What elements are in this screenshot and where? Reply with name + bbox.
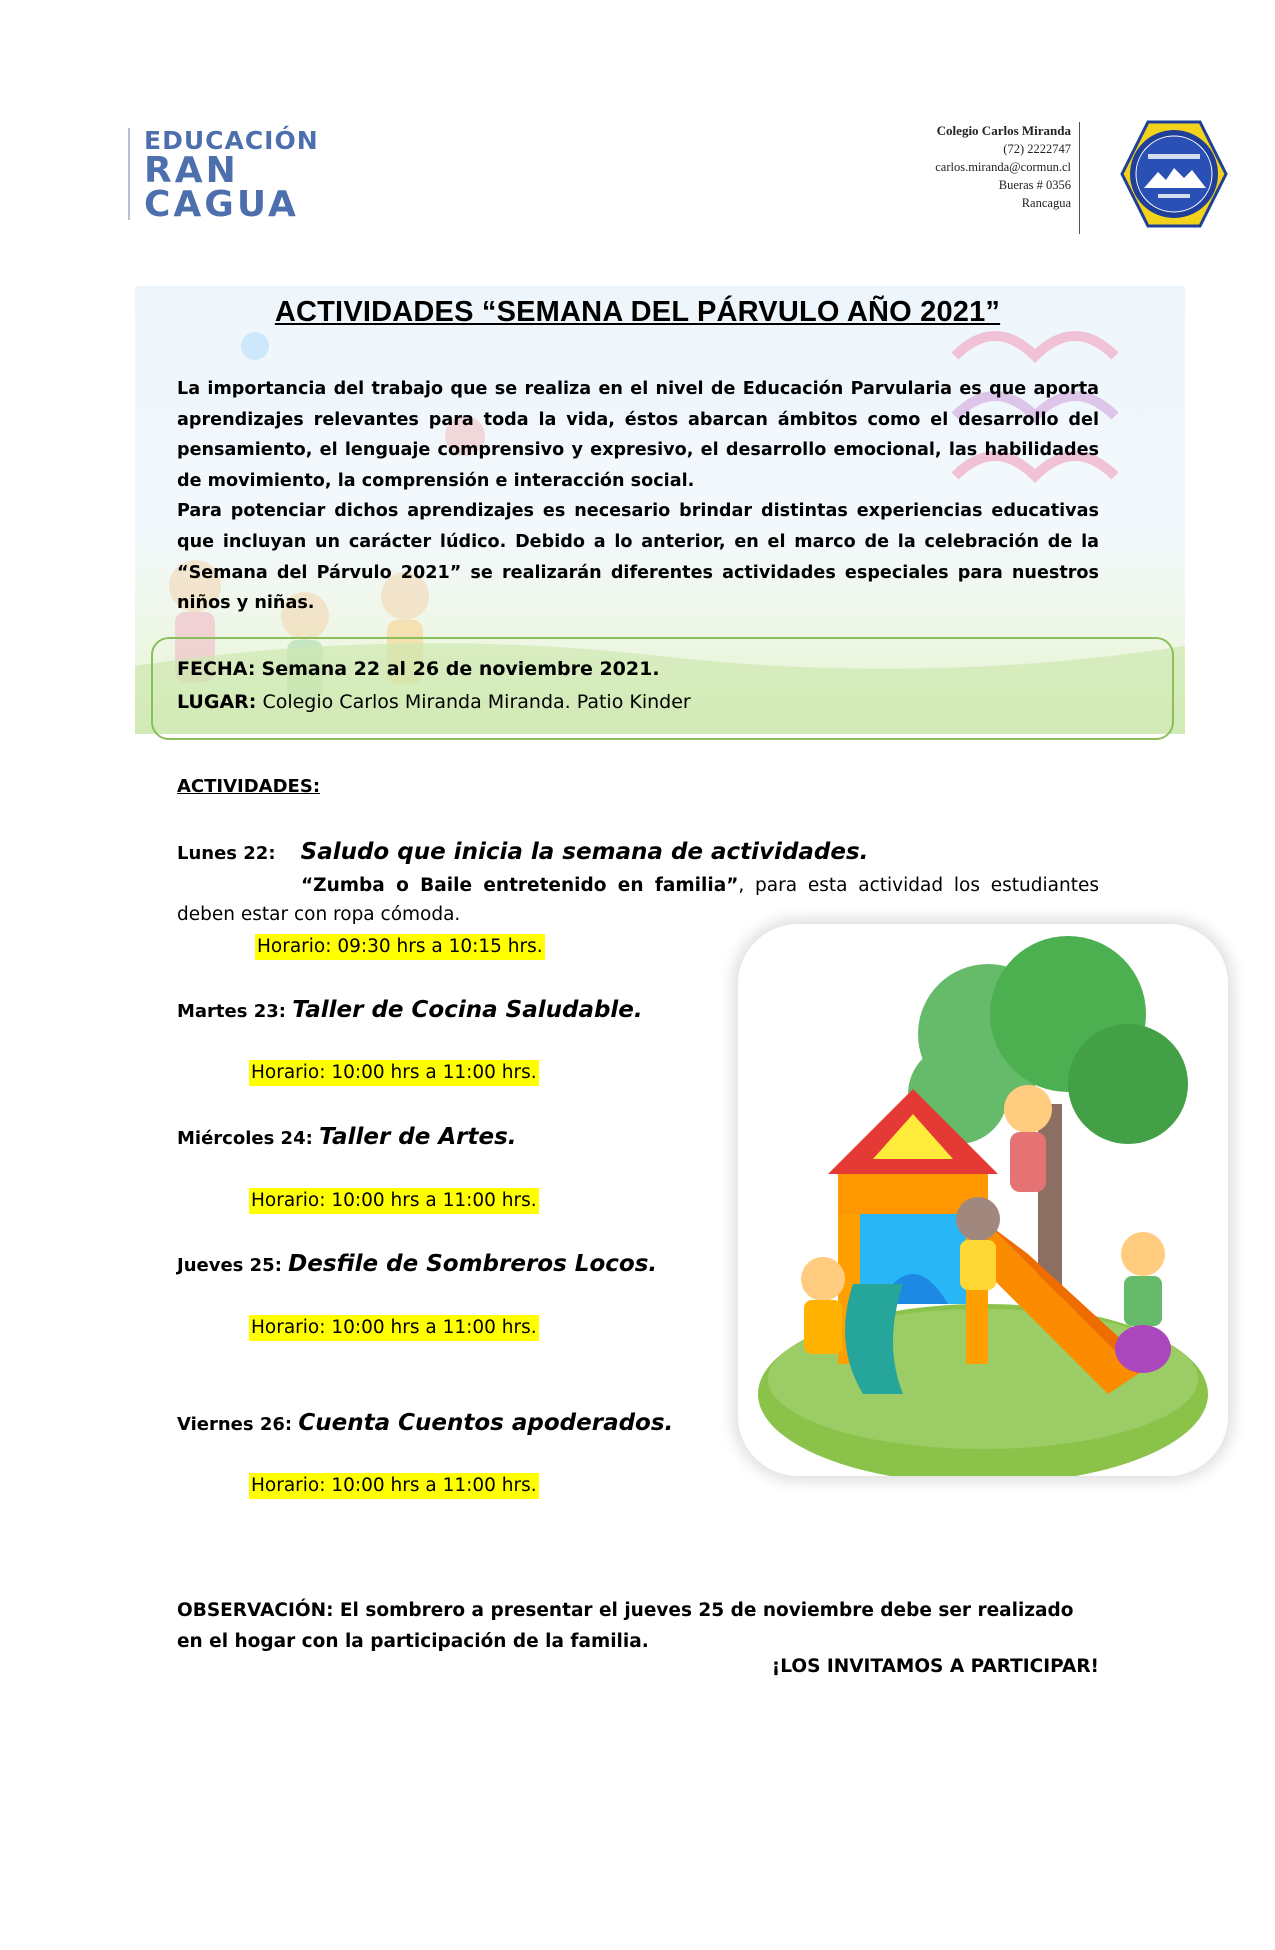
- schedule-tuesday: Horario: 10:00 hrs a 11:00 hrs.: [249, 1060, 539, 1086]
- schedule-wednesday: Horario: 10:00 hrs a 11:00 hrs.: [249, 1188, 539, 1214]
- schedule-thursday: Horario: 10:00 hrs a 11:00 hrs.: [249, 1315, 539, 1341]
- activity-thursday: [177, 1251, 657, 1277]
- intro-paragraph-2: Para potenciar dichos aprendizajes es necesario brindar distintas experiencias educativas que incluyan un carácter lúdico. Debido a lo anterior, en el marco de la celebración de la “Semana del Párvulo 2021” se realizarán diferentes actividades especiales para nuestros niños y niñas.: [177, 501, 1099, 614]
- activity-wednesday: [177, 1124, 517, 1150]
- activity-title: Saludo que inicia la semana de actividades.: [300, 839, 869, 865]
- date-location-box: [151, 637, 1174, 740]
- school-address: Bueras # 0356: [998, 178, 1071, 192]
- school-email: carlos.miranda@cormun.cl: [935, 160, 1071, 174]
- date-line: [177, 653, 1148, 686]
- school-seal-icon: [1118, 118, 1230, 230]
- day-label: Viernes 26:: [177, 1414, 293, 1435]
- location-label: LUGAR:: [177, 691, 257, 713]
- observation-note: OBSERVACIÓN: El sombrero a presentar el jueves 25 de noviembre debe ser realizado en el hogar con la participación de la familia.: [177, 1600, 1074, 1652]
- schedule-monday: Horario: 09:30 hrs a 10:15 hrs.: [255, 934, 545, 960]
- activity-title: Cuenta Cuentos apoderados.: [298, 1410, 674, 1436]
- school-contact-info: [880, 122, 1080, 234]
- school-city: Rancagua: [1021, 196, 1071, 210]
- monday-description: [177, 871, 1099, 929]
- activity-friday: [177, 1410, 673, 1436]
- school-phone: (72) 2222747: [1003, 142, 1071, 156]
- children-playground-icon: [738, 924, 1228, 1476]
- day-label: Miércoles 24:: [177, 1128, 313, 1149]
- logo-line-2: RAN: [144, 150, 239, 191]
- educacion-rancagua-logo: [128, 126, 358, 225]
- activity-tuesday: [177, 997, 643, 1023]
- intro-paragraph-1: La importancia del trabajo que se realiza en el nivel de Educación Parvularia es que aporta aprendizajes relevantes para toda la vida, éstos abarcan ámbitos como el desarrollo del pensamiento, el lenguaje comprensivo y expresivo, el desarrollo emocional, las habilidades de movimiento, la comprensión e interacción social.: [177, 379, 1099, 491]
- monday-description-highlight: “Zumba o Baile entretenido en familia”: [301, 875, 739, 896]
- day-label: Lunes 22:: [177, 843, 276, 864]
- intro-text: [177, 374, 1099, 619]
- activity-title: Taller de Artes.: [319, 1124, 517, 1150]
- date-label: FECHA:: [177, 658, 256, 680]
- activities-heading: ACTIVIDADES:: [177, 776, 321, 797]
- day-label: Martes 23:: [177, 1001, 286, 1022]
- activity-monday: [177, 839, 868, 865]
- activity-title: Desfile de Sombreros Locos.: [288, 1251, 658, 1277]
- schedule-friday: Horario: 10:00 hrs a 11:00 hrs.: [249, 1473, 539, 1499]
- closing-invitation: ¡LOS INVITAMOS A PARTICIPAR!: [771, 1656, 1099, 1677]
- page-title: ACTIVIDADES “SEMANA DEL PÁRVULO AÑO 2021”: [274, 296, 1001, 328]
- logo-line-3: CAGUA: [144, 184, 299, 225]
- playground-illustration: [738, 924, 1228, 1476]
- logo-line-1: EDUCACIÓN: [144, 126, 319, 155]
- school-name: Colegio Carlos Miranda: [936, 123, 1071, 138]
- monday-description-rest: , para esta actividad los estudiantes deben estar con ropa cómoda.: [177, 875, 1099, 925]
- location-line: [177, 686, 1148, 719]
- day-label: Jueves 25:: [177, 1255, 282, 1276]
- location-value: Colegio Carlos Miranda Miranda. Patio Kinder: [262, 691, 691, 713]
- activity-title: Taller de Cocina Saludable.: [292, 997, 643, 1023]
- date-value: Semana 22 al 26 de noviembre 2021.: [261, 658, 660, 680]
